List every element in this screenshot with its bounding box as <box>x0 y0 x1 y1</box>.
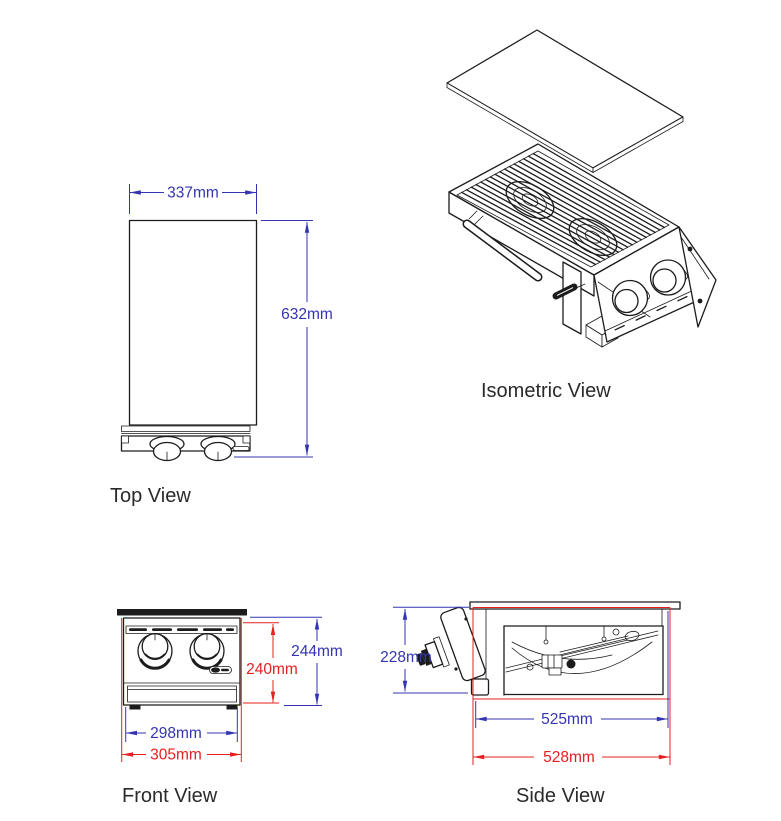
side-view-burner-box <box>504 626 663 695</box>
top-view-width-dimension <box>130 184 257 214</box>
top-width-dim-text: 337mm <box>167 184 219 202</box>
side-view-label: Side View <box>516 785 605 807</box>
side-height-dimension <box>380 609 432 692</box>
top-view-label: Top View <box>110 485 191 507</box>
front-view-drawing <box>117 609 343 807</box>
isometric-view-label: Isometric View <box>481 380 611 402</box>
front-outer-width-text: 305mm <box>150 746 202 764</box>
isometric-support-column <box>563 262 581 334</box>
top-view-drawing <box>110 184 333 507</box>
front-inner-height-text: 240mm <box>246 661 298 678</box>
top-view-igniter <box>233 447 249 451</box>
front-view-flange <box>117 609 247 616</box>
side-outer-length-text: 528mm <box>543 749 595 766</box>
front-outer-height-dimension <box>291 619 343 705</box>
side-outer-length-dimension <box>473 749 670 766</box>
front-view-logo-badge <box>210 667 232 674</box>
front-view-knob-right <box>190 634 224 669</box>
front-view-foot-left <box>130 705 141 710</box>
front-inner-width-dimension <box>126 725 237 742</box>
front-view-foot-right <box>227 705 238 710</box>
isometric-view-drawing <box>447 30 716 402</box>
side-view-red-extents <box>473 608 670 766</box>
side-view-drawing <box>380 602 680 807</box>
side-inner-length-dimension <box>476 711 668 728</box>
side-height-text: 228mm <box>380 649 432 666</box>
front-view-label: Front View <box>122 785 218 807</box>
top-view-knob-right <box>201 437 235 461</box>
side-view-control-panel <box>413 606 487 682</box>
side-view-internals <box>506 626 658 675</box>
top-view-knob-left <box>150 437 184 461</box>
front-inner-width-text: 298mm <box>150 725 202 742</box>
front-inner-height-dimension <box>246 624 298 703</box>
top-view-control-panel <box>122 426 251 461</box>
top-view-body <box>130 221 257 426</box>
side-view-foot <box>472 679 489 695</box>
side-inner-length-text: 525mm <box>541 711 593 728</box>
front-view-knob-left <box>138 634 172 669</box>
isometric-lid <box>447 30 683 173</box>
front-outer-height-text: 244mm <box>291 643 343 660</box>
top-height-dim-text: 632mm <box>281 306 333 323</box>
front-view-drip-tray <box>124 683 241 702</box>
front-outer-width-dimension <box>122 747 241 764</box>
